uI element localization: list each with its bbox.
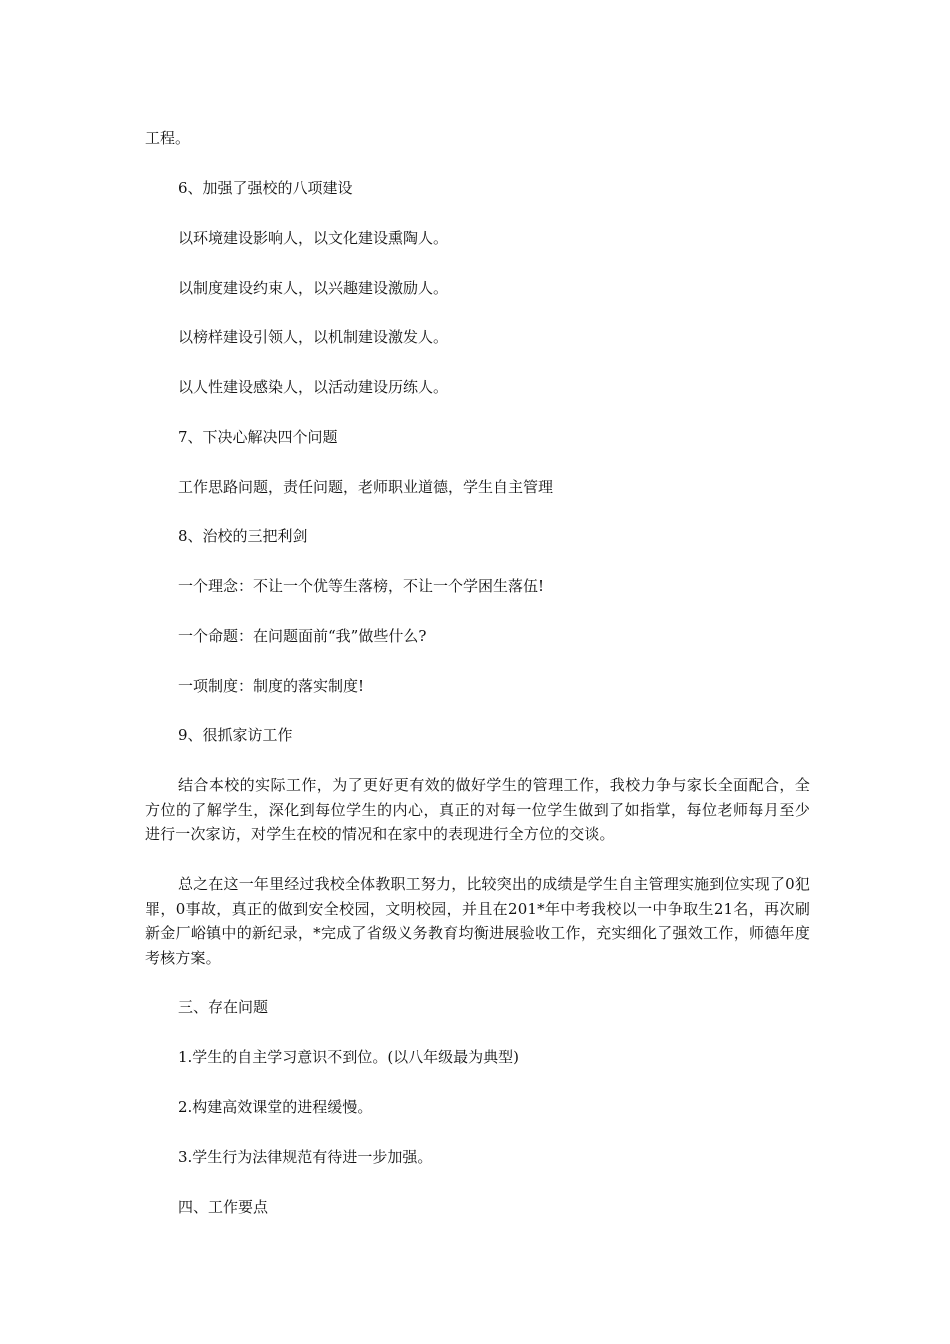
heading-item-8: 8、治校的三把利剑 bbox=[178, 527, 308, 545]
list-line: 一个命题：在问题面前“我”做些什么? bbox=[178, 627, 427, 645]
body-paragraph-home-visits: 结合本校的实际工作，为了更好更有效的做好学生的管理工作，我校力争与家长全面配合，全方位的了解学生，深化到每位学生的内心，真正的对每一位学生做到了如指掌，每位老师每月至少进行一次家访，对学生在校的情况和在家中的表现进行全方位的交谈。 bbox=[145, 776, 810, 843]
problem-item-3: 3.学生行为法律规范有待进一步加强。 bbox=[178, 1148, 433, 1166]
heading-item-9: 9、很抓家访工作 bbox=[178, 726, 293, 744]
list-line: 工作思路问题，责任问题，老师职业道德，学生自主管理 bbox=[178, 478, 554, 496]
heading-item-7: 7、下决心解决四个问题 bbox=[178, 428, 338, 446]
list-line: 以制度建设约束人，以兴趣建设激励人。 bbox=[178, 279, 449, 297]
list-line: 以环境建设影响人，以文化建设熏陶人。 bbox=[178, 229, 449, 247]
problem-item-2: 2.构建高效课堂的进程缓慢。 bbox=[178, 1098, 373, 1116]
text-line-continuation: 工程。 bbox=[145, 129, 191, 147]
body-paragraph-summary: 总之在这一年里经过我校全体教职工努力，比较突出的成绩是学生自主管理实施到位实现了0犯罪，0事故，真正的做到安全校园，文明校园，并且在201*年中考我校以一中争取生21名，再次刷新金厂峪镇中的新纪录，*完成了省级义务教育均衡进展验收工作，充实细化了强效工作，师德年度考核方案。 bbox=[145, 875, 810, 967]
list-line: 以人性建设感染人，以活动建设历练人。 bbox=[178, 378, 449, 396]
problem-item-1: 1.学生的自主学习意识不到位。(以八年级最为典型) bbox=[178, 1048, 520, 1066]
section-heading-problems: 三、存在问题 bbox=[178, 998, 269, 1016]
list-line: 一个理念：不让一个优等生落榜，不让一个学困生落伍! bbox=[178, 577, 545, 595]
list-line: 以榜样建设引领人，以机制建设激发人。 bbox=[178, 328, 449, 346]
list-line: 一项制度：制度的落实制度! bbox=[178, 677, 365, 695]
section-heading-work-points: 四、工作要点 bbox=[178, 1198, 269, 1216]
heading-item-6: 6、加强了强校的八项建设 bbox=[178, 179, 353, 197]
